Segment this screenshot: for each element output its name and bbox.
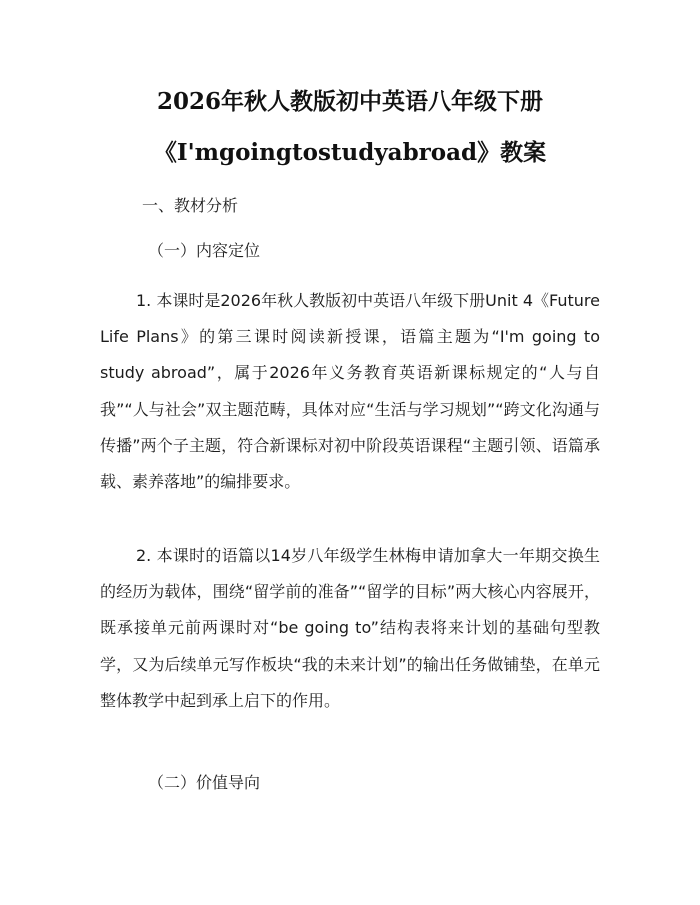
- subsection-heading-value-orientation: （二）价值导向: [148, 773, 261, 792]
- paragraph-2: 2. 本课时的语篇以14岁八年级学生林梅申请加拿大一年期交换生的经历为载体，围绕“留学前的准备”“留学的目标”两大核心内容展开，既承接单元前两课时对“be going to”结构表将来计划的基础句型教学，又为后续单元写作板块“我的未来计划”的输出任务做铺垫，在单元整体教学中起到承上启下的作用。: [100, 546, 600, 710]
- section-heading-textbook-analysis: 一、教材分析: [142, 196, 239, 215]
- subsection-heading-content-positioning: （一）内容定位: [148, 241, 261, 260]
- document-title-line-2: 《I'mgoingtostudyabroad》教案: [153, 139, 547, 166]
- document-title-line-1: 2026年秋人教版初中英语八年级下册: [156, 88, 543, 115]
- paragraph-1: 1. 本课时是2026年秋人教版初中英语八年级下册Unit 4《Future Life Plans》的第三课时阅读新授课，语篇主题为“I'm going to study abroad”，属于2026年义务教育英语新课标规定的“人与自我”“人与社会”双主题范畴，具体对应“生活与学习规划”“跨文化沟通与传播”两个子主题，符合新课标对初中阶段英语课程“主题引领、语篇承载、素养落地”的编排要求。: [100, 291, 600, 492]
